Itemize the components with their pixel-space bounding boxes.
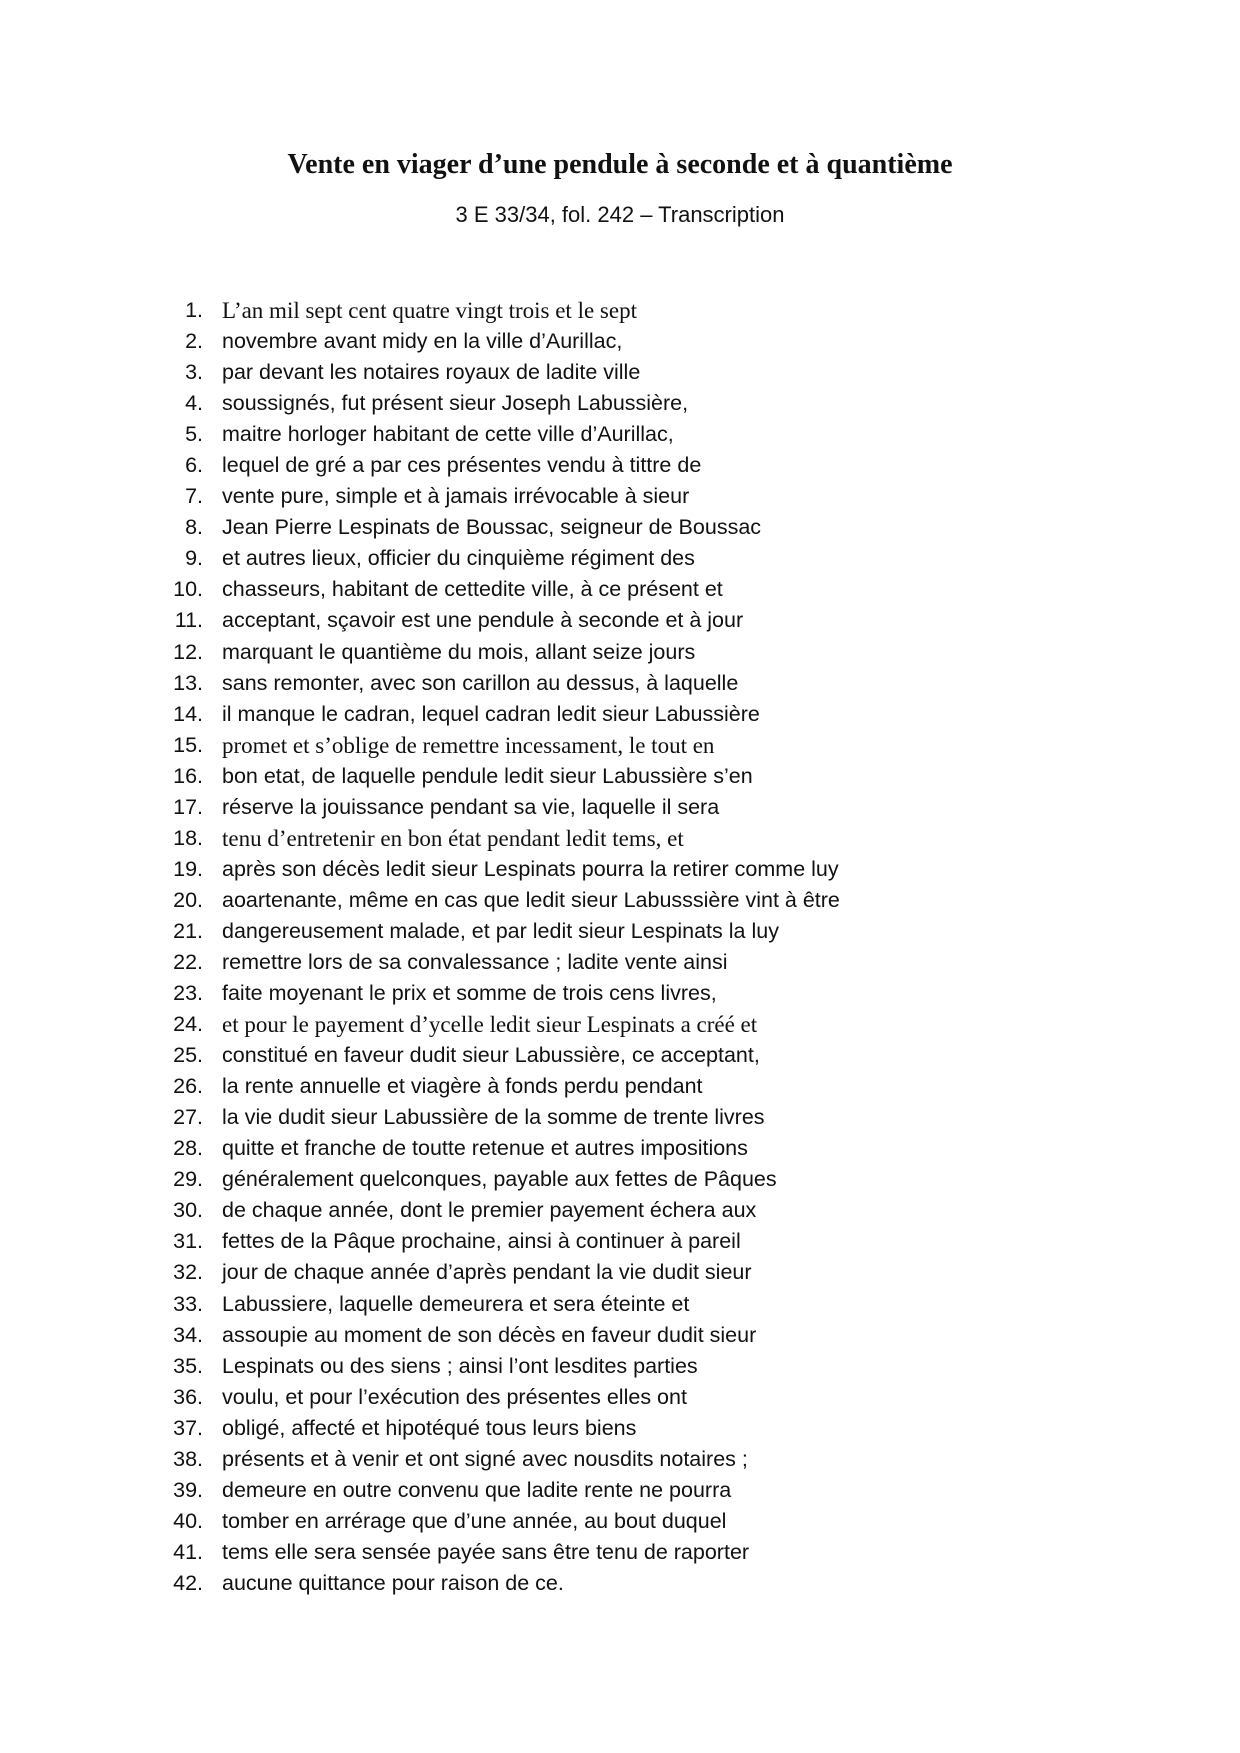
- line-number: 5.: [185, 422, 203, 447]
- transcription-line: [0, 1568, 1240, 1599]
- line-text: jour de chaque année d’après pendant la vie dudit sieur: [222, 1260, 752, 1285]
- transcription-line: [0, 730, 1240, 761]
- line-number: 31.: [173, 1229, 203, 1254]
- transcription-line: [0, 668, 1240, 699]
- transcription-line: [0, 357, 1240, 388]
- line-number: 25.: [173, 1043, 203, 1068]
- transcription-line: [0, 450, 1240, 481]
- line-text: fettes de la Pâque prochaine, ainsi à continuer à pareil: [222, 1229, 741, 1254]
- line-number: 10.: [173, 577, 203, 602]
- line-text: Lespinats ou des siens ; ainsi l’ont lesdites parties: [222, 1353, 698, 1378]
- line-text: et pour le payement d’ycelle ledit sieur Lespinats a créé et: [222, 1012, 758, 1038]
- transcription-line: [0, 1289, 1240, 1320]
- transcription-line: [0, 1071, 1240, 1102]
- transcription-line: [0, 854, 1240, 885]
- transcription-line: [0, 605, 1240, 636]
- line-number: 9.: [185, 546, 203, 571]
- line-text: tems elle sera sensée payée sans être tenu de raporter: [222, 1539, 750, 1564]
- line-number: 1.: [185, 298, 203, 322]
- line-number: 18.: [173, 825, 203, 850]
- transcription-line: [0, 1133, 1240, 1164]
- line-number: 21.: [173, 918, 203, 943]
- line-number: 26.: [173, 1074, 203, 1099]
- line-number: 39.: [173, 1477, 203, 1502]
- transcription-lines: [0, 295, 1240, 1599]
- line-text: aucune quittance pour raison de ce.: [222, 1570, 564, 1595]
- line-text: généralement quelconques, payable aux fettes de Pâques: [222, 1167, 777, 1192]
- transcription-line: [0, 699, 1240, 730]
- line-text: de chaque année, dont le premier payement échera aux: [222, 1198, 757, 1223]
- line-number: 7.: [185, 484, 203, 509]
- line-text: promet et s’oblige de remettre incessament, le tout en: [222, 732, 715, 758]
- line-text: faite moyenant le prix et somme de trois cens livres,: [222, 981, 717, 1006]
- transcription-line: [0, 637, 1240, 668]
- transcription-line: [0, 1040, 1240, 1071]
- transcription-line: [0, 1351, 1240, 1382]
- line-number: 22.: [173, 949, 203, 974]
- transcription-line: [0, 916, 1240, 947]
- transcription-line: [0, 823, 1240, 854]
- line-number: 6.: [185, 453, 203, 478]
- line-number: 42.: [173, 1570, 203, 1595]
- line-text: après son décès ledit sieur Lespinats pourra la retirer comme luy: [222, 856, 839, 881]
- line-text: L’an mil sept cent quatre vingt trois et le sept: [222, 298, 637, 323]
- line-text: lequel de gré a par ces présentes vendu à tittre de: [222, 453, 702, 478]
- transcription-line: [0, 1164, 1240, 1195]
- line-number: 35.: [173, 1353, 203, 1378]
- line-number: 34.: [173, 1322, 203, 1347]
- line-number: 20.: [173, 887, 203, 912]
- transcription-line: [0, 1475, 1240, 1506]
- transcription-line: [0, 1413, 1240, 1444]
- transcription-line: [0, 419, 1240, 450]
- transcription-line: [0, 792, 1240, 823]
- line-text: tenu d’entretenir en bon état pendant ledit tems, et: [222, 825, 684, 851]
- line-number: 3.: [185, 360, 203, 385]
- line-text: présents et à venir et ont signé avec nousdits notaires ;: [222, 1446, 748, 1471]
- line-text: la rente annuelle et viagère à fonds perdu pendant: [222, 1074, 703, 1099]
- transcription-line: [0, 978, 1240, 1009]
- line-text: constitué en faveur dudit sieur Labussière, ce acceptant,: [222, 1043, 760, 1068]
- transcription-line: [0, 1382, 1240, 1413]
- line-text: remettre lors de sa convalessance ; ladite vente ainsi: [222, 949, 728, 974]
- line-number: 27.: [173, 1105, 203, 1130]
- transcription-line: [0, 574, 1240, 605]
- line-text: soussignés, fut présent sieur Joseph Labussière,: [222, 391, 689, 416]
- transcription-line: [0, 1444, 1240, 1475]
- transcription-line: [0, 947, 1240, 978]
- transcription-line: [0, 761, 1240, 792]
- line-text: dangereusement malade, et par ledit sieur Lespinats la luy: [222, 918, 779, 943]
- document-title: Vente en viager d’une pendule à seconde et à quantième: [287, 149, 953, 180]
- line-text: marquant le quantième du mois, allant seize jours: [222, 639, 696, 664]
- line-number: 40.: [173, 1508, 203, 1533]
- transcription-line: [0, 481, 1240, 512]
- line-text: et autres lieux, officier du cinquième régiment des: [222, 546, 695, 571]
- transcription-line: [0, 1195, 1240, 1226]
- transcription-line: [0, 326, 1240, 357]
- transcription-line: [0, 1537, 1240, 1568]
- line-number: 37.: [173, 1415, 203, 1440]
- line-number: 28.: [173, 1136, 203, 1161]
- transcription-line: [0, 1226, 1240, 1257]
- line-text: novembre avant midy en la ville d’Aurillac,: [222, 329, 623, 354]
- line-number: 29.: [173, 1167, 203, 1192]
- transcription-line: [0, 1506, 1240, 1537]
- line-number: 14.: [173, 701, 203, 726]
- line-text: vente pure, simple et à jamais irrévocable à sieur: [222, 484, 690, 509]
- line-number: 15.: [173, 732, 203, 757]
- line-text: sans remonter, avec son carillon au dessus, à laquelle: [222, 670, 739, 695]
- line-text: aoartenante, même en cas que ledit sieur Labusssière vint à être: [222, 887, 840, 912]
- line-text: demeure en outre convenu que ladite rente ne pourra: [222, 1477, 732, 1502]
- document-subtitle: 3 E 33/34, fol. 242 – Transcription: [455, 202, 785, 227]
- line-number: 8.: [185, 515, 203, 540]
- line-text: il manque le cadran, lequel cadran ledit sieur Labussière: [222, 701, 760, 726]
- line-number: 4.: [185, 391, 203, 416]
- line-number: 30.: [173, 1198, 203, 1223]
- transcription-line: [0, 388, 1240, 419]
- line-number: 11.: [174, 608, 203, 633]
- line-text: par devant les notaires royaux de ladite ville: [222, 360, 641, 385]
- line-text: chasseurs, habitant de cettedite ville, à ce présent et: [222, 577, 723, 602]
- line-number: 36.: [173, 1384, 203, 1409]
- line-text: tomber en arrérage que d’une année, au bout duquel: [222, 1508, 727, 1533]
- line-text: Jean Pierre Lespinats de Boussac, seigneur de Boussac: [222, 515, 762, 540]
- transcription-line: [0, 1102, 1240, 1133]
- line-number: 33.: [173, 1291, 203, 1316]
- line-number: 2.: [185, 329, 203, 354]
- line-text: obligé, affecté et hipotéqué tous leurs biens: [222, 1415, 637, 1440]
- line-number: 23.: [173, 981, 203, 1006]
- transcription-line: [0, 885, 1240, 916]
- transcription-line: [0, 295, 1240, 326]
- transcription-line: [0, 1257, 1240, 1288]
- line-text: la vie dudit sieur Labussière de la somme de trente livres: [222, 1105, 765, 1130]
- line-text: assoupie au moment de son décès en faveur dudit sieur: [222, 1322, 757, 1347]
- line-number: 19.: [173, 856, 203, 881]
- line-text: maitre horloger habitant de cette ville d’Aurillac,: [222, 422, 674, 447]
- transcription-line: [0, 1320, 1240, 1351]
- line-text: voulu, et pour l’exécution des présentes elles ont: [222, 1384, 687, 1409]
- line-number: 16.: [173, 763, 203, 788]
- line-number: 17.: [173, 794, 203, 819]
- line-text: réserve la jouissance pendant sa vie, laquelle il sera: [222, 794, 720, 819]
- line-number: 13.: [173, 670, 203, 695]
- line-number: 24.: [173, 1012, 203, 1037]
- line-text: quitte et franche de toutte retenue et autres impositions: [222, 1136, 748, 1161]
- line-number: 38.: [173, 1446, 203, 1471]
- line-number: 12.: [173, 639, 203, 664]
- transcription-line: [0, 543, 1240, 574]
- transcription-line: [0, 1009, 1240, 1040]
- transcription-line: [0, 512, 1240, 543]
- line-text: bon etat, de laquelle pendule ledit sieur Labussière s’en: [222, 763, 753, 788]
- line-text: acceptant, sçavoir est une pendule à seconde et à jour: [222, 608, 744, 633]
- line-number: 32.: [173, 1260, 203, 1285]
- line-number: 41.: [173, 1539, 203, 1564]
- line-text: Labussiere, laquelle demeurera et sera éteinte et: [222, 1291, 690, 1316]
